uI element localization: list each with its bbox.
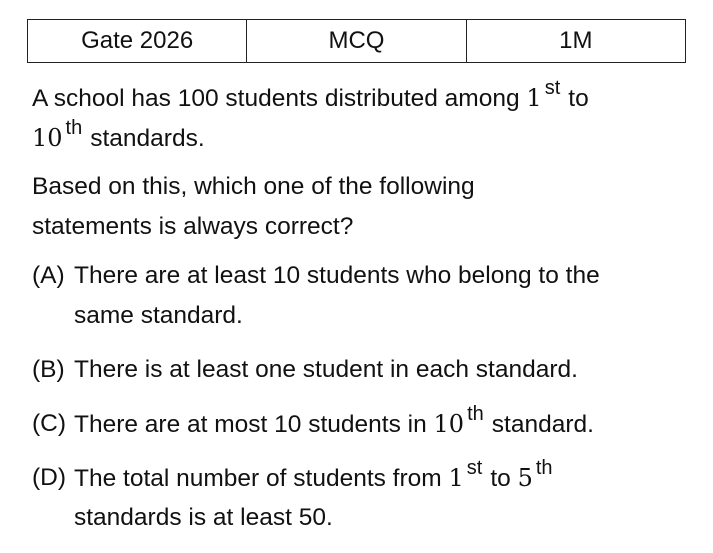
option-d-line-1 bbox=[74, 458, 692, 498]
option-label: (C) bbox=[32, 410, 67, 437]
question-text: standards. bbox=[90, 125, 205, 152]
question-stem-line-3: Based on this, which one of the following bbox=[32, 173, 475, 200]
option-text: to bbox=[490, 465, 511, 492]
math-number: 5 bbox=[517, 464, 533, 492]
math-number: 10 bbox=[32, 124, 63, 152]
option-c[interactable] bbox=[32, 404, 692, 444]
option-label: (B) bbox=[32, 356, 65, 383]
ordinal-superscript: st bbox=[544, 77, 561, 99]
option-b[interactable] bbox=[32, 350, 692, 390]
option-b-text: There is at least one student in each standard. bbox=[74, 356, 578, 383]
question-meta-table bbox=[27, 19, 686, 63]
option-label: (A) bbox=[32, 262, 65, 289]
question-body bbox=[32, 78, 692, 538]
math-number: 1 bbox=[448, 464, 464, 492]
question-stem-line-1 bbox=[32, 78, 692, 118]
ordinal-superscript: th bbox=[467, 403, 484, 425]
math-number: 1 bbox=[526, 84, 542, 112]
option-a[interactable] bbox=[32, 256, 692, 336]
ordinal-superscript: st bbox=[466, 457, 483, 479]
question-text: A school has 100 students distributed among bbox=[32, 85, 520, 112]
question-stem-line-4: statements is always correct? bbox=[32, 213, 354, 240]
option-c-text bbox=[74, 404, 692, 444]
option-text: standard. bbox=[491, 411, 594, 438]
ordinal-superscript: th bbox=[535, 457, 553, 479]
math-number: 10 bbox=[433, 410, 465, 438]
option-d-line-2: standards is at least 50. bbox=[74, 504, 333, 531]
option-text: There are at most 10 students in bbox=[74, 411, 427, 438]
option-label: (D) bbox=[32, 464, 67, 491]
option-text: The total number of students from bbox=[74, 465, 442, 492]
option-d[interactable] bbox=[32, 458, 692, 538]
question-type-cell: MCQ bbox=[247, 20, 466, 63]
ordinal-superscript: th bbox=[65, 117, 83, 139]
exam-name-cell: Gate 2026 bbox=[28, 20, 247, 63]
option-a-line-2: same standard. bbox=[74, 302, 243, 329]
question-text: to bbox=[568, 85, 589, 112]
option-a-line-1: There are at least 10 students who belong to the bbox=[74, 262, 600, 289]
marks-cell: 1M bbox=[466, 20, 685, 63]
question-stem-line-2 bbox=[32, 118, 692, 158]
